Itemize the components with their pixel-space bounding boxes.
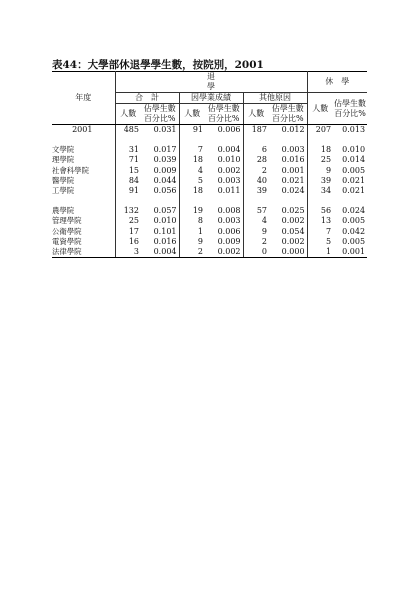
suspension-count: 34	[320, 186, 332, 196]
pct-header-line1: 佔學生數	[271, 104, 304, 113]
suspension-count: 39	[320, 175, 332, 185]
total-subheader: 合 計	[115, 93, 179, 104]
row-label: 法律學院	[52, 247, 115, 258]
bad-grades-pct: 0.002	[205, 247, 243, 258]
total-pct: 0.017	[141, 145, 179, 155]
table-row	[52, 145, 367, 155]
withdrawal-header-char-2: 學	[207, 82, 216, 91]
total-count: 17	[128, 226, 139, 236]
row-label: 社會科學院	[52, 166, 115, 176]
suspension-pct-header	[333, 93, 367, 125]
pct-header-line2: 百分比%	[207, 114, 240, 123]
spacer-row	[52, 196, 367, 206]
bad-grades-pct-header	[205, 104, 243, 125]
bad-grades-count: 4	[197, 165, 203, 175]
bad-grades-pct: 0.004	[205, 145, 243, 155]
other-count: 39	[256, 186, 267, 196]
bad-grades-count: 9	[197, 236, 203, 246]
suspension-pct: 0.001	[333, 247, 367, 258]
total-pct: 0.101	[141, 227, 179, 237]
suspension-count-header: 人數	[307, 93, 333, 125]
other-pct: 0.016	[269, 155, 307, 165]
total-pct: 0.057	[141, 206, 179, 216]
suspension-pct: 0.005	[342, 165, 366, 175]
bad-grades-pct: 0.006	[205, 125, 243, 136]
other-pct: 0.003	[269, 145, 307, 155]
withdrawal-group-header	[115, 72, 307, 93]
suspension-count: 25	[320, 155, 332, 165]
bad-grades-count: 91	[192, 125, 203, 134]
table-row	[52, 227, 367, 237]
pct-header-line1: 佔學生數	[334, 98, 367, 108]
bad-grades-pct: 0.009	[205, 237, 243, 247]
table-row	[52, 216, 367, 226]
row-label: 管理學院	[52, 216, 115, 226]
suspension-pct: 0.024	[342, 206, 366, 216]
total-count: 25	[128, 216, 139, 226]
suspension-count: 207	[315, 125, 332, 134]
total-pct-header	[141, 104, 179, 125]
total-pct: 0.016	[141, 237, 179, 247]
total-count: 31	[128, 145, 139, 155]
bad-grades-count: 1	[197, 226, 203, 236]
suspension-pct: 0.021	[342, 186, 366, 196]
suspension-group-header: 休 學	[307, 72, 367, 93]
row-label: 醫學院	[52, 176, 115, 186]
bad-grades-count: 18	[192, 155, 203, 165]
suspension-pct: 0.021	[342, 175, 366, 185]
other-pct: 0.021	[269, 176, 307, 186]
total-pct: 0.010	[141, 216, 179, 226]
suspension-pct: 0.042	[342, 226, 366, 236]
bad-grades-count: 7	[197, 145, 203, 155]
other-count: 187	[251, 125, 267, 134]
spacer-row	[52, 135, 367, 145]
row-label: 農學院	[52, 206, 115, 216]
table-row	[52, 166, 367, 176]
total-count: 15	[128, 165, 139, 175]
other-pct: 0.002	[269, 216, 307, 226]
bad-grades-count: 18	[192, 186, 203, 196]
table-row	[52, 247, 367, 258]
total-count: 84	[128, 175, 139, 185]
bad-grades-count-header: 人數	[179, 104, 205, 125]
total-count-header: 人數	[115, 104, 141, 125]
table-row	[52, 237, 367, 247]
table-row	[52, 206, 367, 216]
row-label: 文學院	[52, 145, 115, 155]
total-pct: 0.009	[141, 166, 179, 176]
other-count: 4	[261, 216, 267, 226]
suspension-pct: 0.013	[342, 125, 366, 134]
total-pct: 0.044	[141, 176, 179, 186]
row-label: 2001	[52, 125, 115, 136]
table-title: 表44：大學部休退學學生數，按院別，2001	[52, 59, 264, 71]
bad-grades-count: 8	[197, 216, 203, 226]
table-row	[52, 155, 367, 165]
total-count: 91	[128, 186, 139, 196]
suspension-count: 7	[325, 226, 332, 236]
bad-grades-pct: 0.002	[205, 166, 243, 176]
other-count: 2	[261, 165, 267, 175]
suspension-count: 56	[320, 206, 332, 216]
other-pct: 0.025	[269, 206, 307, 216]
bad-grades-pct: 0.011	[205, 186, 243, 196]
other-pct: 0.000	[269, 247, 307, 258]
row-label: 電資學院	[52, 237, 115, 247]
table-row	[52, 125, 367, 136]
row-label: 工學院	[52, 186, 115, 196]
other-reasons-subheader: 其他原因	[243, 93, 307, 104]
row-label: 公衛學院	[52, 227, 115, 237]
bad-grades-pct: 0.010	[205, 155, 243, 165]
total-count: 485	[123, 125, 139, 134]
other-pct-header	[269, 104, 307, 125]
other-pct: 0.054	[269, 227, 307, 237]
total-count: 132	[123, 206, 139, 216]
suspension-pct: 0.005	[342, 216, 366, 226]
other-pct: 0.002	[269, 237, 307, 247]
other-pct: 0.001	[269, 166, 307, 176]
suspension-pct: 0.014	[342, 155, 366, 165]
table-body	[52, 125, 367, 258]
suspension-pct: 0.010	[342, 145, 366, 155]
suspension-count: 5	[325, 236, 332, 246]
suspension-count: 9	[325, 165, 332, 175]
pct-header-line1: 佔學生數	[207, 104, 240, 113]
other-count: 9	[261, 226, 267, 236]
bad-grades-count: 5	[197, 175, 203, 185]
header-row-1	[52, 72, 367, 93]
total-count: 71	[128, 155, 139, 165]
table-row	[52, 186, 367, 196]
other-pct: 0.024	[269, 186, 307, 196]
other-count: 0	[243, 247, 269, 258]
suspension-count: 13	[320, 216, 332, 226]
table-row	[52, 176, 367, 186]
pct-header-line2: 百分比%	[334, 108, 366, 118]
other-count: 57	[256, 206, 267, 216]
stats-table	[52, 71, 367, 258]
total-count: 3	[115, 247, 141, 258]
other-count-header: 人數	[243, 104, 269, 125]
pct-header-line2: 百分比%	[143, 114, 176, 123]
bad-grades-pct: 0.003	[205, 176, 243, 186]
bad-grades-pct: 0.008	[205, 206, 243, 216]
bad-grades-subheader: 因學業成績	[179, 93, 243, 104]
other-pct: 0.012	[269, 125, 307, 136]
other-count: 40	[256, 175, 267, 185]
other-count: 28	[256, 155, 267, 165]
total-count: 16	[128, 236, 139, 246]
bad-grades-count: 2	[179, 247, 205, 258]
total-pct: 0.056	[141, 186, 179, 196]
withdrawal-header-char-1: 退	[207, 72, 216, 81]
bad-grades-pct: 0.006	[205, 227, 243, 237]
total-pct: 0.039	[141, 155, 179, 165]
other-count: 2	[261, 236, 267, 246]
other-count: 6	[261, 145, 267, 155]
suspension-count: 1	[307, 247, 333, 258]
pct-header-line1: 佔學生數	[143, 104, 176, 113]
pct-header-line2: 百分比%	[271, 114, 304, 123]
row-label: 理學院	[52, 155, 115, 165]
bad-grades-pct: 0.003	[205, 216, 243, 226]
total-pct: 0.031	[141, 125, 179, 136]
total-pct: 0.004	[141, 247, 179, 258]
suspension-count: 18	[320, 145, 332, 155]
year-column-header: 年度	[52, 72, 115, 125]
suspension-pct: 0.005	[342, 236, 366, 246]
bad-grades-count: 19	[192, 206, 203, 216]
